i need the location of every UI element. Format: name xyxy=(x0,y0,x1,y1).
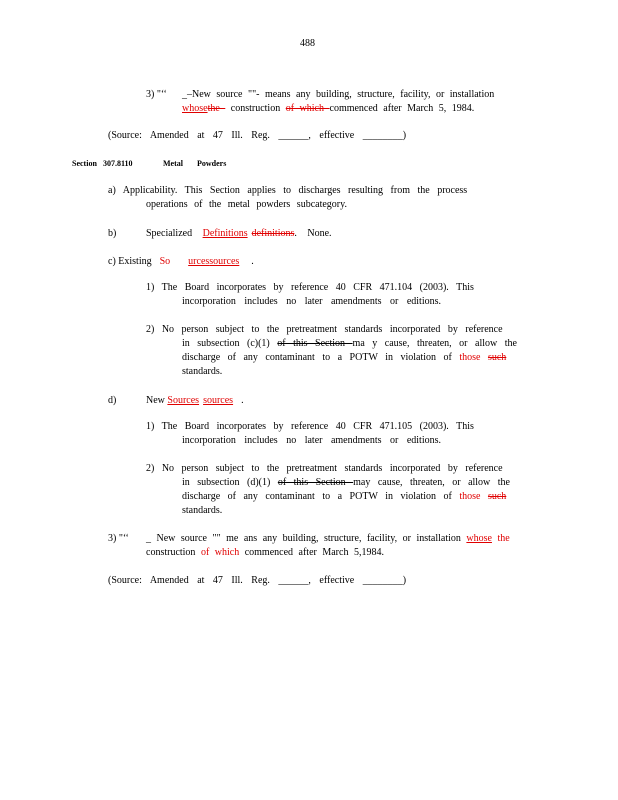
inserted-text: urces xyxy=(188,256,210,267)
inserted-text: sources xyxy=(209,256,240,267)
inserted-text: the xyxy=(497,533,510,544)
plain-text: c) Existing xyxy=(108,256,152,267)
source-note: (Source: Amended at 47 Ill. Reg. ______, effective ________) xyxy=(108,130,407,141)
definition-line xyxy=(146,533,510,545)
plain-text: commenced after March 5,1984. xyxy=(239,547,384,558)
plain-text: commenced after March 5, 1984. xyxy=(329,103,475,114)
section-label: Section xyxy=(72,159,97,168)
subsection-d2: 2) No person subject to the pretreatment standards incorporated by reference xyxy=(146,463,503,474)
deleted-text: the xyxy=(207,103,226,114)
section-title: Metal xyxy=(163,159,183,168)
plain-text: . xyxy=(251,256,254,267)
inserted-text: whose xyxy=(466,533,492,544)
definition-line xyxy=(146,547,384,559)
plain-text: . xyxy=(241,395,244,406)
subsection-c1-cont: incorporation includes no later amendments or editions. xyxy=(182,296,441,307)
plain-text: Specialized xyxy=(146,228,203,239)
subsection-a-cont: operations of the metal powders subcategory. xyxy=(146,199,347,210)
inserted-text: Definitions xyxy=(202,228,248,239)
plain-text: . None. xyxy=(294,228,332,239)
plain-text: may cause, threaten, or allow the xyxy=(353,477,510,488)
subsection-c1: 1) The Board incorporates by reference 40 CFR 471.104 (2003). This xyxy=(146,282,474,293)
definition-number: 3) "‘‘ xyxy=(146,89,167,100)
section-title: Powders xyxy=(197,159,227,168)
plain-text: discharge of any contaminant to a POTW in violation of xyxy=(182,491,460,502)
subsection-d1-cont: incorporation includes no later amendments or editions. xyxy=(182,435,441,446)
plain-text: discharge of any contaminant to a POTW in violation of xyxy=(182,352,460,363)
subsection-d2-cont xyxy=(182,477,510,489)
subsection-b xyxy=(146,228,332,240)
plain-text: in subsection (c)(1) xyxy=(182,338,278,349)
section-number: 307.8110 xyxy=(103,159,133,168)
plain-text: ma y cause, threaten, or allow the xyxy=(352,338,517,349)
subsection-d-label: d) xyxy=(108,395,117,406)
subsection-d2-cont xyxy=(182,491,506,503)
inserted-text: sources xyxy=(203,395,234,406)
definition-line: _–New source ""- means any building, structure, facility, or installation xyxy=(182,89,495,100)
inserted-text: of which xyxy=(200,547,240,558)
subsection-c2-cont xyxy=(182,338,517,350)
deleted-text: definitions xyxy=(251,228,295,239)
subsection-d1: 1) The Board incorporates by reference 40 CFR 471.105 (2003). This xyxy=(146,421,474,432)
subsection-d2-cont: standards. xyxy=(182,505,223,516)
subsection-b-label: b) xyxy=(108,228,117,239)
inserted-text: whose xyxy=(182,103,208,114)
plain-text: New xyxy=(146,395,168,406)
definition-line xyxy=(182,103,474,115)
inserted-text: So xyxy=(159,256,171,267)
deleted-text: of this Section xyxy=(277,338,353,349)
deleted-text: of this Section xyxy=(277,477,354,488)
deleted-text: such xyxy=(487,352,507,363)
plain-text: _ New source "" me ans any building, structure, facility, or installation xyxy=(146,533,467,544)
subsection-c2-cont: standards. xyxy=(182,366,223,377)
plain-text: construction xyxy=(225,103,286,114)
subsection-c xyxy=(108,256,254,268)
inserted-text: those xyxy=(459,491,481,502)
source-note: (Source: Amended at 47 Ill. Reg. ______, effective ________) xyxy=(108,575,407,586)
plain-text: construction xyxy=(146,547,201,558)
subsection-d xyxy=(146,395,244,407)
subsection-c2: 2) No person subject to the pretreatment standards incorporated by reference xyxy=(146,324,503,335)
page-number: 488 xyxy=(300,38,315,49)
deleted-text: of which xyxy=(285,103,330,114)
subsection-c2-cont xyxy=(182,352,506,364)
deleted-text: such xyxy=(487,491,507,502)
definition-number: 3) "‘‘ xyxy=(108,533,129,544)
plain-text: in subsection (d)(1) xyxy=(182,477,278,488)
inserted-text: those xyxy=(459,352,481,363)
inserted-text: Sources xyxy=(167,395,200,406)
subsection-a: a) Applicability. This Section applies to discharges resulting from the process xyxy=(108,185,468,196)
